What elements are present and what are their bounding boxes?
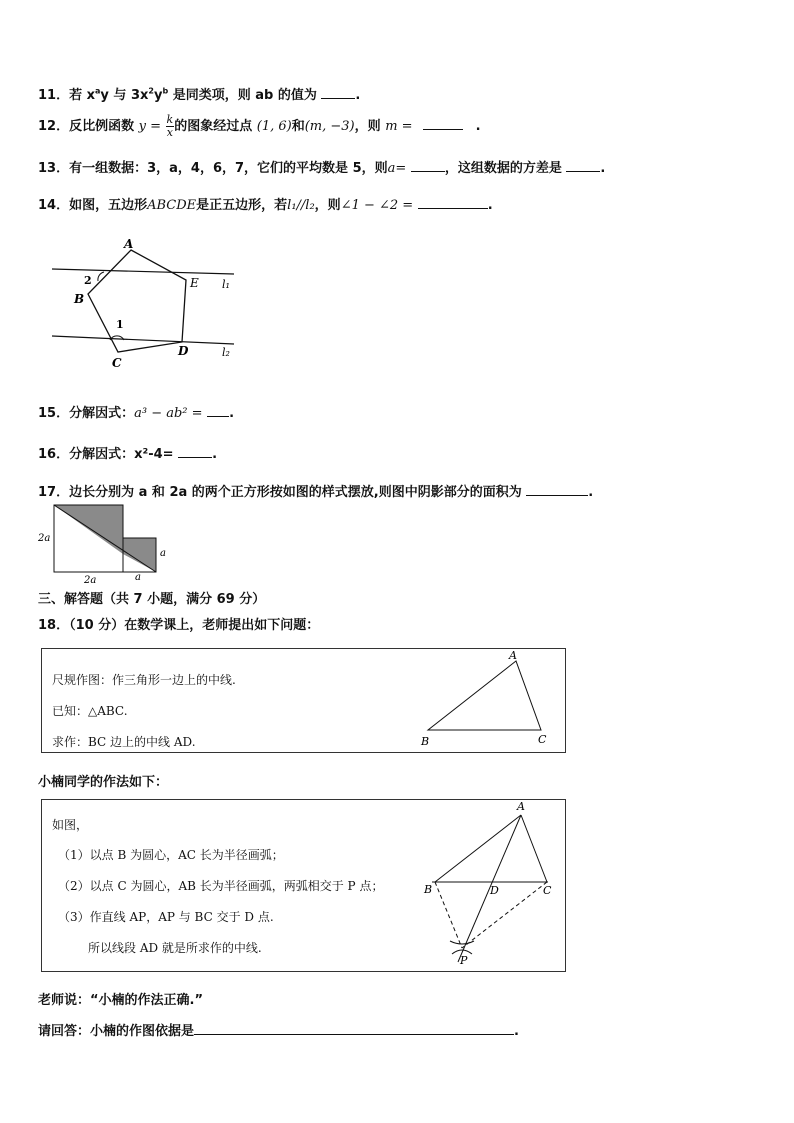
q13-end: .	[600, 161, 606, 176]
question-number: 14．	[38, 198, 70, 213]
q12-text: ，则	[354, 119, 381, 134]
denominator: x	[166, 126, 173, 139]
pentagon-figure	[46, 236, 246, 372]
answer-blank[interactable]	[194, 1022, 514, 1035]
label-D: D	[490, 884, 499, 897]
triangle-abc-figure	[417, 649, 563, 750]
fraction-k-over-x	[166, 114, 175, 139]
method-intro: 小楠同学的作法如下：	[38, 775, 169, 790]
q14-pentagon-name: ABCDE	[147, 198, 197, 213]
question-number: 16．	[38, 447, 70, 462]
segment-AB	[435, 815, 521, 882]
line-l2	[52, 336, 234, 344]
box2-line-0: 如图，	[52, 818, 89, 832]
dashed-BP	[435, 882, 462, 948]
method-box	[41, 799, 566, 972]
label-C: C	[112, 356, 122, 370]
question-number: 15．	[38, 406, 70, 421]
label-P: P	[460, 954, 468, 967]
q11-text: y 与 3x	[100, 88, 149, 103]
label-E: E	[190, 276, 199, 290]
label-C: C	[538, 733, 547, 746]
section-title: 三、解答题（共 7 小题，满分 69 分）	[38, 592, 266, 607]
question-number: 18．	[38, 618, 70, 633]
q16-expression: x²-4=	[134, 447, 174, 462]
label-C: C	[543, 884, 552, 897]
q11-sup: a	[95, 86, 101, 96]
triangle-abc	[428, 661, 541, 730]
q16-end: .	[212, 447, 218, 462]
q11-text: y	[153, 88, 163, 103]
question-11	[38, 84, 360, 103]
label-A: A	[509, 649, 517, 662]
q12-text: 的图象经过点	[174, 119, 253, 134]
box1-line-3: 求作：BC 边上的中线 AD.	[52, 735, 196, 749]
squares-figure	[34, 500, 184, 586]
numerator: k	[166, 113, 174, 126]
q14-expression: ∠1 − ∠2 =	[340, 198, 414, 213]
point-2: (m, −3)	[304, 119, 355, 134]
label-B: B	[421, 735, 430, 748]
answer-prompt	[38, 1020, 519, 1039]
answer-blank[interactable]	[178, 445, 212, 458]
label-right-a: a	[160, 548, 166, 559]
label-l1: l₁	[222, 278, 230, 291]
answer-end: .	[514, 1024, 519, 1039]
label-left-2a: 2a	[38, 533, 51, 544]
box2-line-2: （2）以点 C 为圆心，AB 长为半径画弧，两弧相交于 P 点；	[58, 879, 384, 893]
q12-end: .	[475, 119, 481, 134]
q11-text: 若 x	[69, 88, 96, 103]
label-angle-2: 2	[84, 274, 92, 287]
angle-2-arc	[98, 272, 104, 281]
label-bottom-a: a	[135, 572, 141, 583]
construction-figure	[422, 800, 562, 970]
question-number: 11．	[38, 88, 70, 103]
question-17	[38, 481, 593, 500]
dashed-CP	[462, 882, 547, 948]
q12-text: 反比例函数	[69, 119, 135, 134]
q12-text: 和	[291, 119, 305, 134]
label-bottom-2a: 2a	[84, 575, 97, 586]
q14-text: 是正五边形，若	[196, 198, 288, 213]
label-B: B	[74, 292, 85, 306]
answer-text: 请回答：小楠的作图依据是	[38, 1024, 195, 1039]
shaded-region-lower	[123, 538, 156, 572]
label-D: D	[178, 344, 189, 358]
q15-text: 分解因式：	[69, 406, 135, 421]
box2-line-4: 所以线段 AD 就是所求作的中线.	[88, 941, 262, 955]
q14-parallel: l₁//l₂	[287, 198, 315, 213]
answer-blank[interactable]	[526, 483, 588, 496]
point-1: (1, 6)	[256, 119, 292, 134]
box2-line-3: （3）作直线 AP，AP 与 BC 交于 D 点.	[58, 910, 274, 924]
arc-from-B	[450, 941, 474, 944]
label-angle-1: 1	[116, 318, 124, 331]
question-number: 13．	[38, 161, 70, 176]
question-12	[38, 114, 481, 139]
q11-end: .	[355, 88, 361, 103]
q16-text: 分解因式：	[69, 447, 135, 462]
label-A: A	[517, 800, 525, 813]
line-l1	[52, 269, 234, 274]
box1-line-2: 已知：△ABC.	[52, 704, 128, 718]
question-15	[38, 402, 234, 421]
question-14	[38, 194, 493, 213]
q15-end: .	[229, 406, 235, 421]
q14-text: ，则	[314, 198, 341, 213]
q17-text: 边长分别为 a 和 2a 的两个正方形按如图的样式摆放,则图中阴影部分的面积为	[69, 485, 522, 500]
q13-text: 有一组数据：3，a，4，6，7，它们的平均数是 5，则	[69, 161, 388, 176]
label-l2: l₂	[222, 346, 230, 359]
answer-blank[interactable]	[321, 86, 355, 99]
problem-box	[41, 648, 566, 753]
label-A: A	[124, 237, 134, 251]
q11-sup: b	[162, 86, 169, 96]
question-13	[38, 157, 605, 176]
box1-line-1: 尺规作图：作三角形一边上的中线.	[52, 673, 236, 687]
answer-blank[interactable]	[411, 159, 445, 172]
answer-blank[interactable]	[418, 196, 488, 209]
box2-line-1: （1）以点 B 为圆心，AC 长为半径画弧；	[58, 848, 284, 862]
q14-text: 如图，五边形	[69, 198, 148, 213]
answer-blank[interactable]	[207, 404, 229, 417]
question-18	[38, 614, 319, 633]
q13-a: a=	[387, 161, 407, 176]
q15-expression: a³ − ab² =	[134, 406, 203, 421]
question-number: 12．	[38, 119, 70, 134]
q12-m: m =	[385, 119, 413, 134]
teacher-comment: 老师说：“小楠的作法正确.”	[38, 993, 204, 1008]
question-number: 17．	[38, 485, 70, 500]
answer-blank[interactable]	[566, 159, 600, 172]
label-B: B	[424, 883, 433, 896]
segment-AC	[521, 815, 547, 882]
q18-text: （10 分）在数学课上，老师提出如下问题：	[69, 618, 320, 633]
pentagon	[88, 250, 186, 352]
question-16	[38, 443, 217, 462]
q14-end: .	[487, 198, 493, 213]
q11-text: 是同类项，则 ab 的值为	[168, 88, 317, 103]
q17-end: .	[588, 485, 594, 500]
q11-sup: 2	[148, 86, 154, 96]
q12-y: y =	[138, 119, 162, 134]
answer-blank[interactable]	[423, 117, 463, 130]
q13-text: ，这组数据的方差是	[444, 161, 562, 176]
